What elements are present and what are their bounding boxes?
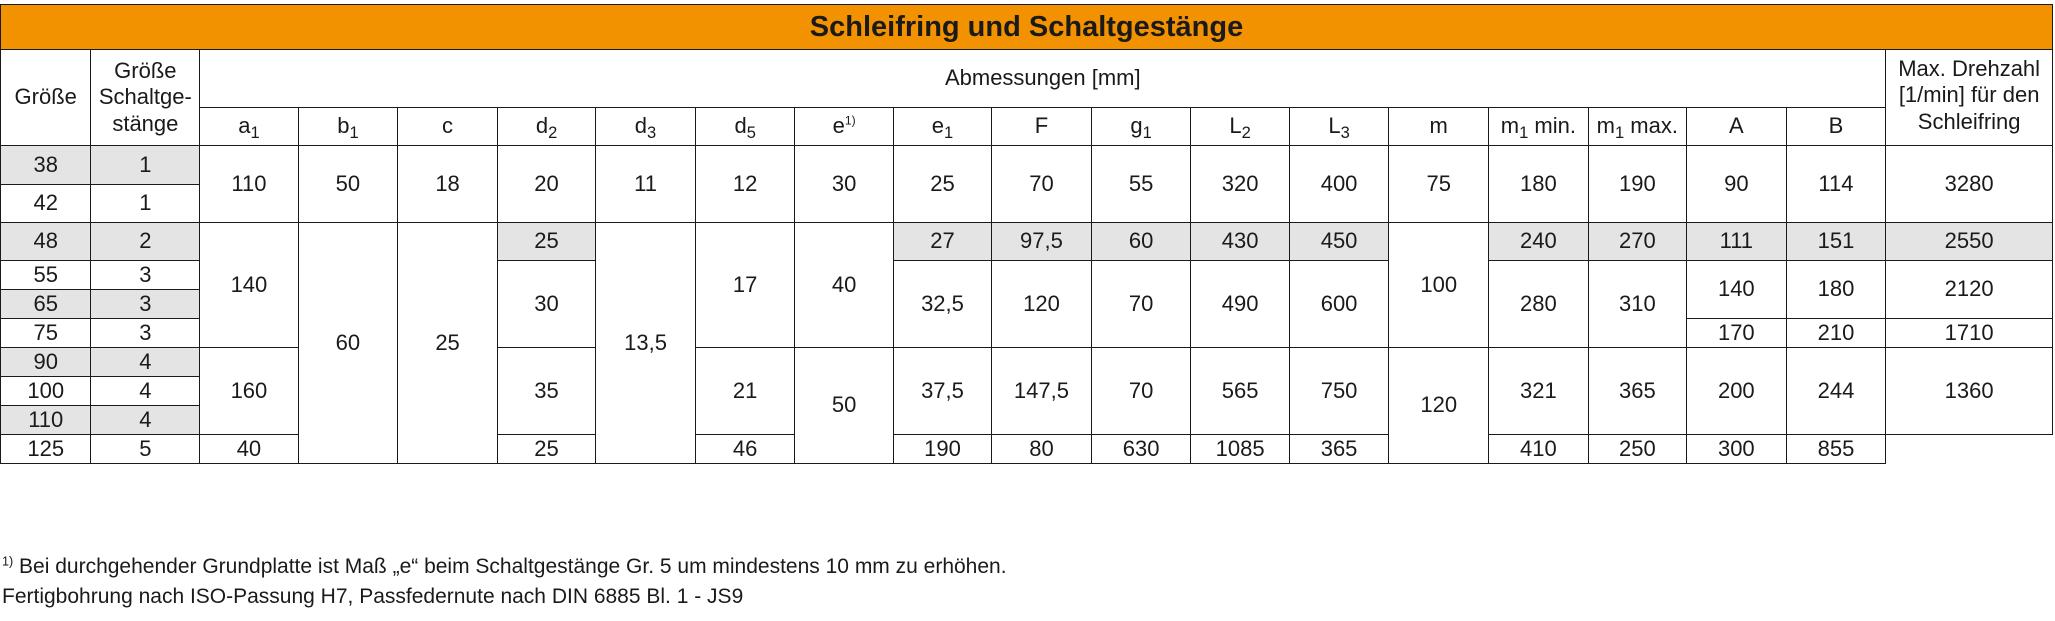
cell-groesse: 100 bbox=[1, 377, 91, 406]
cell-d2: 35 bbox=[497, 348, 595, 435]
cell-m: 120 bbox=[1389, 348, 1489, 464]
col-header-g1: $g_1$ bbox=[1091, 108, 1191, 146]
cell-B: 300 bbox=[1687, 435, 1787, 464]
cell-d2: 30 bbox=[497, 261, 595, 348]
cell-a1: 140 bbox=[200, 223, 298, 348]
cell-schalt: 3 bbox=[91, 319, 200, 348]
cell-A: 250 bbox=[1588, 435, 1686, 464]
cell-L3: 400 bbox=[1289, 146, 1389, 223]
cell-drehzahl: 2550 bbox=[1886, 223, 2053, 261]
cell-drehzahl: 1360 bbox=[1886, 348, 2053, 435]
cell-a1: 160 bbox=[200, 348, 298, 435]
cell-m1-min: 365 bbox=[1289, 435, 1389, 464]
cell-e1: 37,5 bbox=[893, 348, 991, 435]
footnote-1 bbox=[2, 555, 1007, 579]
cell-d5: 21 bbox=[695, 348, 795, 435]
cell-e1: 27 bbox=[893, 223, 991, 261]
cell-B: 210 bbox=[1786, 319, 1886, 348]
col-header-m: m bbox=[1389, 108, 1489, 146]
cell-m1-max: 190 bbox=[1588, 146, 1686, 223]
cell-schalt: 3 bbox=[91, 290, 200, 319]
cell-B: 114 bbox=[1786, 146, 1886, 223]
col-header-A: A bbox=[1687, 108, 1787, 146]
header-groesse-schaltgestaenge bbox=[91, 50, 200, 146]
cell-drehzahl: 3280 bbox=[1886, 146, 2053, 223]
footnote-1-mark: 1) bbox=[2, 554, 14, 569]
cell-b1: 50 bbox=[298, 146, 398, 223]
cell-groesse: 48 bbox=[1, 223, 91, 261]
cell-g1: 60 bbox=[1091, 223, 1191, 261]
cell-g1: 80 bbox=[992, 435, 1092, 464]
cell-d5: 17 bbox=[695, 223, 795, 348]
cell-groesse: 90 bbox=[1, 348, 91, 377]
header-line: Größe bbox=[114, 57, 177, 83]
cell-m: 75 bbox=[1389, 146, 1489, 223]
cell-groesse: 38 bbox=[1, 146, 91, 185]
cell-B: 151 bbox=[1786, 223, 1886, 261]
cell-schalt: 5 bbox=[91, 435, 200, 464]
cell-d5: 25 bbox=[497, 435, 595, 464]
cell-m1-min: 280 bbox=[1489, 261, 1589, 348]
col-header-c: c bbox=[398, 108, 498, 146]
cell-A: 90 bbox=[1687, 146, 1787, 223]
cell-groesse: 65 bbox=[1, 290, 91, 319]
col-header-L2: $L_2$ bbox=[1191, 108, 1289, 146]
cell-schalt: 3 bbox=[91, 261, 200, 290]
cell-e1: 25 bbox=[893, 146, 991, 223]
cell-m1-max: 365 bbox=[1588, 348, 1686, 435]
footnote-1-text: Bei durchgehender Grundplatte ist Maß „e“ beim Schaltgestänge Gr. 5 um mindestens 10 mm zu erhöhen. bbox=[13, 555, 1007, 578]
col-header-d5: $d_5$ bbox=[695, 108, 795, 146]
cell-b1: 60 bbox=[298, 223, 398, 464]
header-line: stänge bbox=[112, 110, 179, 136]
cell-groesse: 125 bbox=[1, 435, 91, 464]
cell-L2: 565 bbox=[1191, 348, 1289, 435]
col-header-b1: $b_1$ bbox=[298, 108, 398, 146]
cell-F: 190 bbox=[893, 435, 991, 464]
cell-F: 70 bbox=[992, 146, 1092, 223]
col-header-m1-max: $m_1$ max. bbox=[1588, 108, 1686, 146]
col-header-d3: $d_3$ bbox=[596, 108, 696, 146]
header-line: Max. Drehzahl bbox=[1898, 56, 2041, 81]
cell-e1: 32,5 bbox=[893, 261, 991, 348]
cell-drehzahl: 1710 bbox=[1886, 319, 2053, 348]
cell-e: 50 bbox=[795, 348, 893, 464]
cell-F: 147,5 bbox=[992, 348, 1092, 435]
cell-L3: 1085 bbox=[1191, 435, 1289, 464]
cell-e: 40 bbox=[795, 223, 893, 348]
header-max-drehzahl bbox=[1886, 50, 2053, 146]
cell-F: 120 bbox=[992, 261, 1092, 348]
cell-L3: 750 bbox=[1289, 348, 1389, 435]
cell-schalt: 4 bbox=[91, 377, 200, 406]
cell-m1-min: 240 bbox=[1489, 223, 1589, 261]
col-header-F: F bbox=[992, 108, 1092, 146]
cell-m1-max: 270 bbox=[1588, 223, 1686, 261]
header-groesse: Größe bbox=[1, 50, 91, 146]
cell-schalt: 2 bbox=[91, 223, 200, 261]
cell-L2: 320 bbox=[1191, 146, 1289, 223]
cell-schalt: 4 bbox=[91, 348, 200, 377]
cell-e1: 46 bbox=[695, 435, 795, 464]
cell-A: 170 bbox=[1687, 319, 1787, 348]
cell-c: 18 bbox=[398, 146, 498, 223]
table-title: Schleifring und Schaltgestänge bbox=[1, 5, 2053, 50]
cell-m: 100 bbox=[1389, 223, 1489, 348]
col-header-m1-min: $m_1$ min. bbox=[1489, 108, 1589, 146]
col-header-a1: $a_1$ bbox=[200, 108, 298, 146]
cell-d2: 20 bbox=[497, 146, 595, 223]
cell-groesse: 110 bbox=[1, 406, 91, 435]
col-header-d2: $d_2$ bbox=[497, 108, 595, 146]
cell-g1: 70 bbox=[1091, 261, 1191, 348]
cell-m1-min: 180 bbox=[1489, 146, 1589, 223]
cell-drehzahl: 2120 bbox=[1886, 261, 2053, 319]
cell-B: 244 bbox=[1786, 348, 1886, 435]
cell-m1-max: 410 bbox=[1489, 435, 1589, 464]
cell-L3: 450 bbox=[1289, 223, 1389, 261]
spec-table bbox=[0, 4, 2053, 464]
col-header-e1: $e_1$ bbox=[893, 108, 991, 146]
cell-groesse: 42 bbox=[1, 185, 91, 223]
cell-drehzahl: 855 bbox=[1786, 435, 1886, 464]
footnote-2: Fertigbohrung nach ISO-Passung H7, Passfedernute nach DIN 6885 Bl. 1 - JS9 bbox=[2, 585, 744, 608]
cell-d5: 12 bbox=[695, 146, 795, 223]
cell-L2: 430 bbox=[1191, 223, 1289, 261]
cell-A: 200 bbox=[1687, 348, 1787, 435]
cell-d2: 25 bbox=[497, 223, 595, 261]
col-header-B: B bbox=[1786, 108, 1886, 146]
cell-d3: 13,5 bbox=[596, 223, 696, 464]
header-line: Schleifring bbox=[1917, 108, 2021, 134]
cell-m1-max: 310 bbox=[1588, 261, 1686, 348]
cell-F: 97,5 bbox=[992, 223, 1092, 261]
cell-g1: 70 bbox=[1091, 348, 1191, 435]
cell-schalt: 1 bbox=[91, 185, 200, 223]
cell-groesse: 55 bbox=[1, 261, 91, 290]
cell-A: 140 bbox=[1687, 261, 1787, 319]
cell-g1: 55 bbox=[1091, 146, 1191, 223]
cell-L2: 630 bbox=[1091, 435, 1191, 464]
cell-e: 30 bbox=[795, 146, 893, 223]
cell-m1-min: 321 bbox=[1489, 348, 1589, 435]
col-header-L3: $L_3$ bbox=[1289, 108, 1389, 146]
cell-L3: 600 bbox=[1289, 261, 1389, 348]
cell-a1: 110 bbox=[200, 146, 298, 223]
header-line: Schaltge- bbox=[98, 84, 192, 110]
cell-B: 180 bbox=[1786, 261, 1886, 319]
cell-groesse: 75 bbox=[1, 319, 91, 348]
header-line: [1/min] für den bbox=[1898, 82, 2040, 108]
cell-d3: 11 bbox=[596, 146, 696, 223]
cell-d2: 40 bbox=[200, 435, 298, 464]
cell-schalt: 1 bbox=[91, 146, 200, 185]
header-abmessungen: Abmessungen [mm] bbox=[200, 50, 1886, 108]
cell-c: 25 bbox=[398, 223, 498, 464]
cell-L2: 490 bbox=[1191, 261, 1289, 348]
cell-schalt: 4 bbox=[91, 406, 200, 435]
col-header-e: $e^{1)}$ bbox=[795, 108, 893, 146]
cell-A: 111 bbox=[1687, 223, 1787, 261]
